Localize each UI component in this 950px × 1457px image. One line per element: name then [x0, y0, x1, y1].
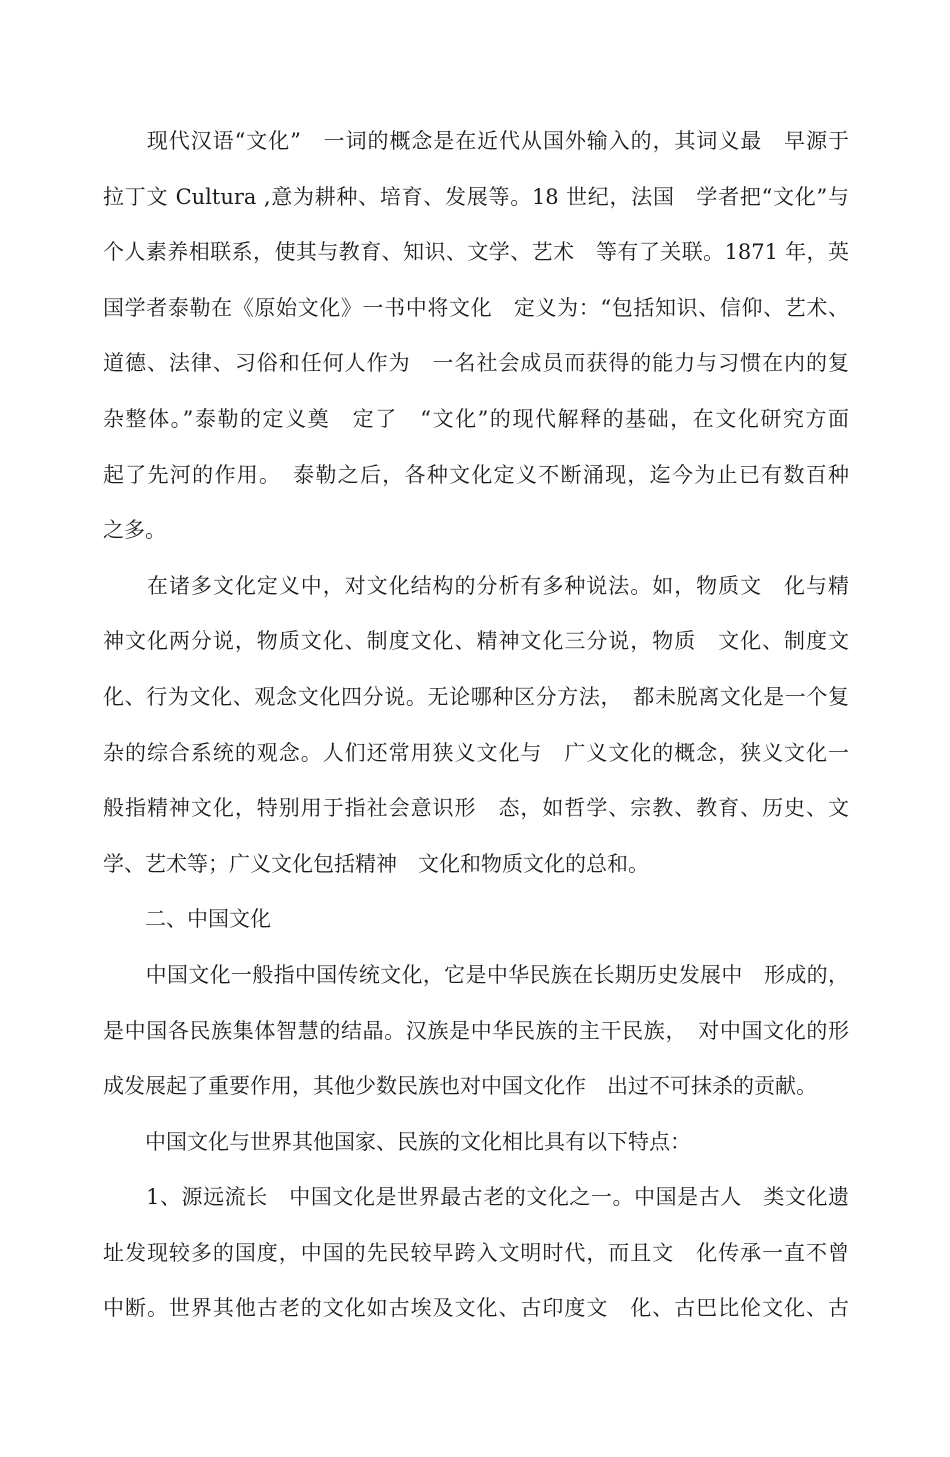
text-line: 学、艺术等；广义文化包括精神 文化和物质文化的总和。	[103, 851, 649, 876]
text-line: 般指精神文化，特别用于指社会意识形 态，如哲学、宗教、教育、历史、文	[103, 796, 849, 821]
text-line: 神文化两分说，物质文化、制度文化、精神文化三分说，物质 文化、制度文	[103, 629, 849, 654]
section-heading: 二、中国文化	[103, 907, 271, 932]
paragraph-chinese-culture-intro	[103, 948, 849, 1115]
text-line: 之多。	[103, 518, 166, 543]
paragraph-culture-definition	[103, 114, 849, 559]
text-line: 1、源远流长 中国文化是世界最古老的文化之一。中国是古人 类文化遗	[103, 1185, 849, 1210]
section-heading-chinese-culture	[103, 892, 849, 948]
text-line: 国学者泰勒在《原始文化》一书中将文化 定义为：“包括知识、信仰、艺术、	[103, 295, 849, 320]
text-line: 杂整体。”泰勒的定义奠 定了 “文化”的现代解释的基础，在文化研究方面	[103, 406, 849, 431]
text-line: 中国文化与世界其他国家、民族的文化相比具有以下特点：	[103, 1129, 691, 1154]
text-line: 中断。世界其他古老的文化如古埃及文化、古印度文 化、古巴比伦文化、古	[103, 1296, 849, 1321]
text-line: 个人素养相联系，使其与教育、知识、文学、艺术 等有了关联。1871 年，英	[103, 240, 849, 265]
text-line: 址发现较多的国度，中国的先民较早跨入文明时代，而且文 化传承一直不曾	[103, 1240, 849, 1265]
text-line: 拉丁文 Cultura ,意为耕种、培育、发展等。18 世纪，法国 学者把“文化”与	[103, 184, 849, 209]
document-body	[103, 114, 849, 1337]
text-line: 是中国各民族集体智慧的结晶。汉族是中华民族的主干民族， 对中国文化的形	[103, 1018, 849, 1043]
paragraph-feature-1	[103, 1170, 849, 1337]
text-line: 化、行为文化、观念文化四分说。无论哪种区分方法， 都未脱离文化是一个复	[103, 684, 849, 709]
text-line: 杂的综合系统的观念。人们还常用狭义文化与 广义文化的概念，狭义文化一	[103, 740, 849, 765]
paragraph-features-intro	[103, 1115, 849, 1171]
paragraph-culture-structure	[103, 559, 849, 893]
text-line: 道德、法律、习俗和任何人作为 一名社会成员而获得的能力与习惯在内的复	[103, 351, 849, 376]
text-line: 现代汉语“文化” 一词的概念是在近代从国外输入的，其词义最 早源于	[103, 129, 849, 153]
text-line: 成发展起了重要作用，其他少数民族也对中国文化作 出过不可抹杀的贡献。	[103, 1074, 817, 1099]
text-line: 中国文化一般指中国传统文化，它是中华民族在长期历史发展中 形成的，	[103, 962, 849, 987]
text-line: 起了先河的作用。 泰勒之后，各种文化定义不断涌现，迄今为止已有数百种	[103, 462, 849, 487]
text-line: 在诸多文化定义中，对文化结构的分析有多种说法。如，物质文 化与精	[103, 573, 849, 598]
